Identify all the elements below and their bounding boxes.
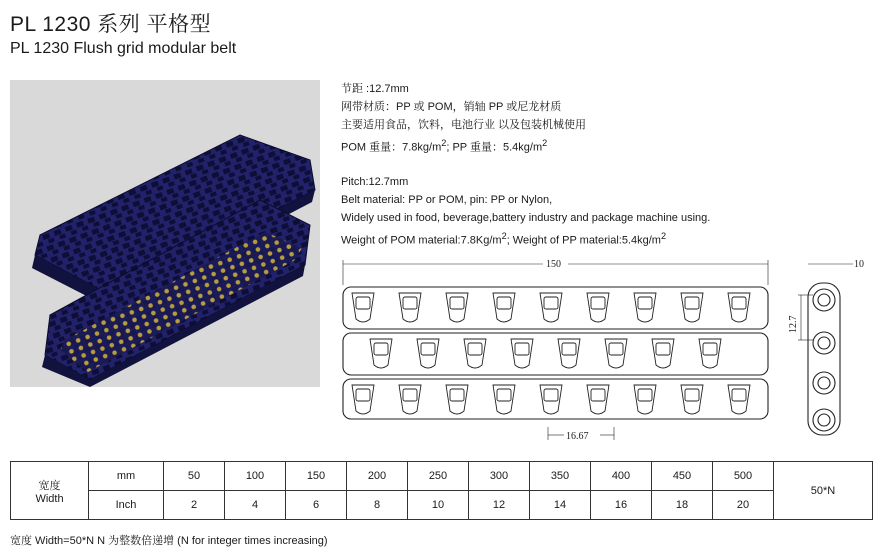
- inch-cell: 20: [713, 491, 774, 520]
- mm-cell: 350: [530, 462, 591, 491]
- mm-cell: 250: [408, 462, 469, 491]
- spec-usage-cn: 主要适用食品，饮料，电池行业 以及包装机械使用: [341, 119, 587, 131]
- width-label-cn: 宽度: [38, 479, 61, 492]
- spec-block: [341, 80, 710, 249]
- inch-cell: 14: [530, 491, 591, 520]
- width-label-cell: [11, 462, 89, 520]
- mm-cell: 400: [591, 462, 652, 491]
- unit-mm: mm: [89, 462, 164, 491]
- formula-cell: 50*N: [774, 462, 873, 520]
- inch-cell: 16: [591, 491, 652, 520]
- inch-cell: 2: [164, 491, 225, 520]
- spec-usage-en: Widely used in food, beverage,battery industry and package machine using.: [341, 211, 711, 224]
- table-row-inch: [11, 491, 873, 520]
- mm-cell: 200: [347, 462, 408, 491]
- footnote: 宽度 Width=50*N N 为整数倍递增 (N for integer times increasing): [10, 535, 328, 547]
- dim-grid-label: 16.67: [566, 431, 589, 442]
- mm-cell: 100: [225, 462, 286, 491]
- spec-weight-cn: POM 重量：$7.8kg/m^2$; PP 重量：$5.4kg/m^2$: [341, 138, 548, 154]
- mm-cell: 300: [469, 462, 530, 491]
- spec-material-en: Belt material: PP or POM, pin: PP or Nylon,: [341, 193, 553, 206]
- dim-width-label: 150: [546, 259, 561, 270]
- spec-weight-en: Weight of POM $material:7.8Kg/m^2$; Weight of PP $material:5.4kg/m^2$: [341, 230, 667, 247]
- width-table: [10, 461, 873, 520]
- spec-pitch-en: Pitch:12.7mm: [341, 175, 409, 188]
- width-label-en: Width: [35, 492, 64, 505]
- mm-cell: 50: [164, 462, 225, 491]
- mm-cell: 500: [713, 462, 774, 491]
- inch-cell: 10: [408, 491, 469, 520]
- inch-cell: 12: [469, 491, 530, 520]
- inch-cell: 4: [225, 491, 286, 520]
- inch-cell: 6: [286, 491, 347, 520]
- spec-material-cn: 网带材质：PP 或 POM，销轴 PP 或尼龙材质: [341, 101, 562, 113]
- belt-product-image: [10, 80, 320, 387]
- inch-cell: 8: [347, 491, 408, 520]
- dim-thickness-label: 10: [854, 259, 864, 270]
- spec-pitch-cn: 节距 :12.7mm: [341, 83, 409, 95]
- table-row-mm: [11, 462, 873, 491]
- mm-cell: 450: [652, 462, 713, 491]
- belt-technical-drawing: [338, 255, 878, 450]
- dim-pitch-label: 12.7: [788, 315, 799, 333]
- unit-inch: Inch: [89, 491, 164, 520]
- page-title-chinese: PL 1230 系列 平格型: [10, 13, 212, 36]
- page-title-english: PL 1230 Flush grid modular belt: [10, 40, 237, 57]
- mm-cell: 150: [286, 462, 347, 491]
- inch-cell: 18: [652, 491, 713, 520]
